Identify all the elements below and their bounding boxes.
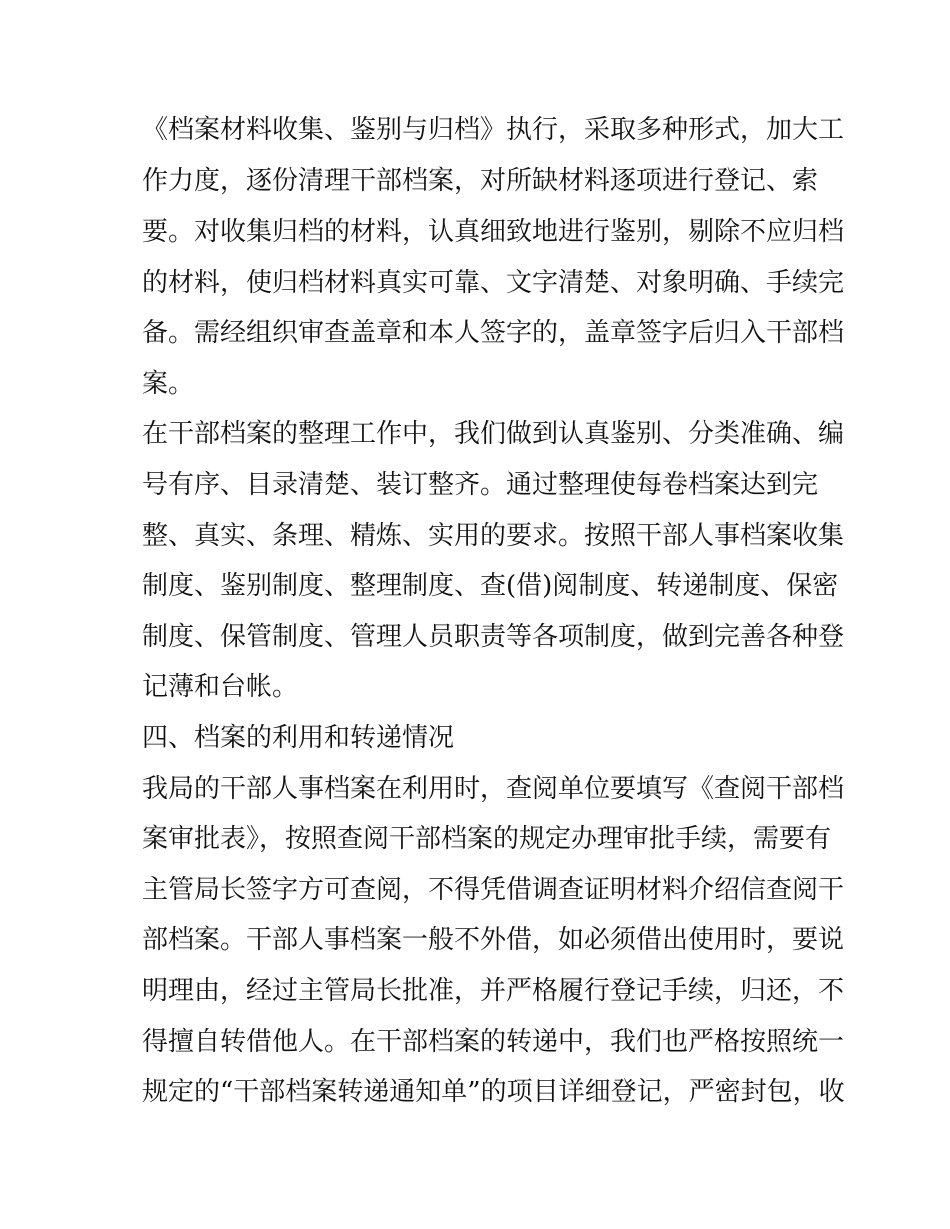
text-line: 部档案。干部人事档案一般不外借，如必须借出使用时，要说 (142, 925, 845, 955)
text-line: 的材料，使归档材料真实可靠、文字清楚、对象明确、手续完 (142, 268, 845, 298)
text-line: 明理由，经过主管局长批准，并严格履行登记手续，归还，不 (142, 976, 845, 1006)
text-line: 《档案材料收集、鉴别与归档》执行，采取多种形式，加大工 (142, 115, 845, 145)
text-line: 要。对收集归档的材料，认真细致地进行鉴别，剔除不应归档 (142, 217, 845, 247)
text-line: 主管局长签字方可查阅，不得凭借调查证明材料介绍信查阅干 (142, 875, 845, 905)
text-line: 案审批表》，按照查阅干部档案的规定办理审批手续，需要有 (142, 824, 832, 854)
text-line: 记薄和台帐。 (142, 672, 299, 702)
section-heading: 四、档案的利用和转递情况 (142, 723, 455, 753)
text-line: 规定的“干部档案转递通知单”的项目详细登记，严密封包，收 (142, 1077, 845, 1107)
text-line: 作力度，逐份清理干部档案，对所缺材料逐项进行登记、索 (142, 166, 819, 196)
text-line: 整、真实、条理、精炼、实用的要求。按照干部人事档案收集 (142, 521, 845, 551)
text-line: 制度、保管制度、管理人员职责等各项制度，做到完善各种登 (142, 622, 845, 652)
text-line: 制度、鉴别制度、整理制度、查(借)阅制度、转递制度、保密 (142, 571, 839, 601)
text-line: 在干部档案的整理工作中，我们做到认真鉴别、分类准确、编 (142, 419, 845, 449)
text-line: 号有序、目录清楚、装订整齐。通过整理使每卷档案达到完 (142, 470, 819, 500)
text-line: 案。 (142, 369, 195, 399)
text-line: 备。需经组织审查盖章和本人签字的，盖章签字后归入干部档 (142, 318, 845, 348)
text-line: 我局的干部人事档案在利用时，查阅单位要填写《查阅干部档 (142, 774, 845, 804)
text-line: 得擅自转借他人。在干部档案的转递中，我们也严格按照统一 (142, 1027, 845, 1057)
